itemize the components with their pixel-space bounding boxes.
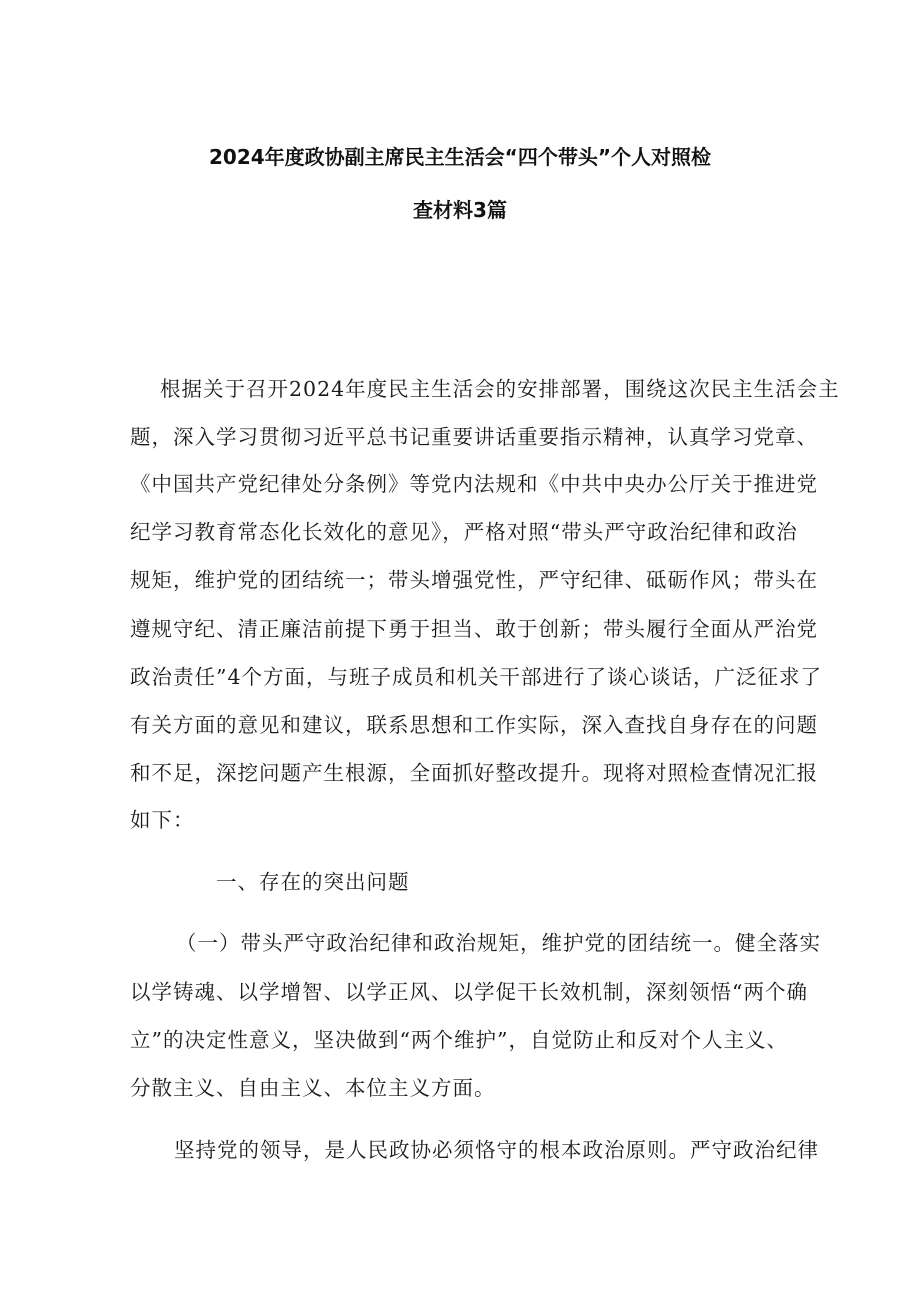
paragraph-1-line: 纪学习教育常态化长效化的意见》，严格对照“带头严守政治纪律和政治 bbox=[130, 520, 798, 544]
paragraph-2-line: 分散主义、自由主义、本位主义方面。 bbox=[130, 1076, 496, 1100]
paragraph-1-line: 规矩，维护党的团结统一；带头增强党性，严守纪律、砥砺作风；带头在 bbox=[130, 568, 818, 592]
paragraph-1-line: 《中国共产党纪律处分条例》等党内法规和《中共中央办公厅关于推进党 bbox=[130, 472, 818, 496]
section-heading: 一、存在的突出问题 bbox=[216, 870, 410, 894]
paragraph-2-line: 立”的决定性意义，坚决做到“两个维护”，自觉防止和反对个人主义、 bbox=[130, 1028, 788, 1052]
paragraph-1-line: 遵规守纪、清正廉洁前提下勇于担当、敢于创新；带头履行全面从严治党 bbox=[130, 617, 818, 641]
paragraph-1-line: 根据关于召开2024年度民主生活会的安排部署，围绕这次民主生活会主 bbox=[160, 377, 840, 401]
paragraph-1-line: 有关方面的意见和建议，联系思想和工作实际，深入查找自身存在的问题 bbox=[130, 713, 818, 737]
paragraph-1-line: 和不足，深挖问题产生根源，全面抓好整改提升。现将对照检查情况汇报 bbox=[130, 761, 818, 785]
paragraph-2-line: （一）带头严守政治纪律和政治规矩，维护党的团结统一。健全落实 bbox=[176, 931, 821, 955]
paragraph-2-line: 以学铸魂、以学增智、以学正风、以学促干长效机制，深刻领悟“两个确 bbox=[130, 980, 808, 1004]
document-title-line-2: 查材料3篇 bbox=[413, 198, 507, 222]
paragraph-1-line: 政治责任”4个方面，与班子成员和机关干部进行了谈心谈话，广泛征求了 bbox=[130, 665, 823, 689]
document-title-line-1: 2024年度政协副主席民主生活会“四个带头”个人对照检 bbox=[209, 145, 711, 169]
paragraph-1-line: 如下： bbox=[130, 808, 195, 832]
paragraph-1-line: 题，深入学习贯彻习近平总书记重要讲话重要指示精神，认真学习党章、 bbox=[130, 425, 818, 449]
paragraph-3-line: 坚持党的领导，是人民政协必须恪守的根本政治原则。严守政治纪律 bbox=[174, 1138, 819, 1162]
